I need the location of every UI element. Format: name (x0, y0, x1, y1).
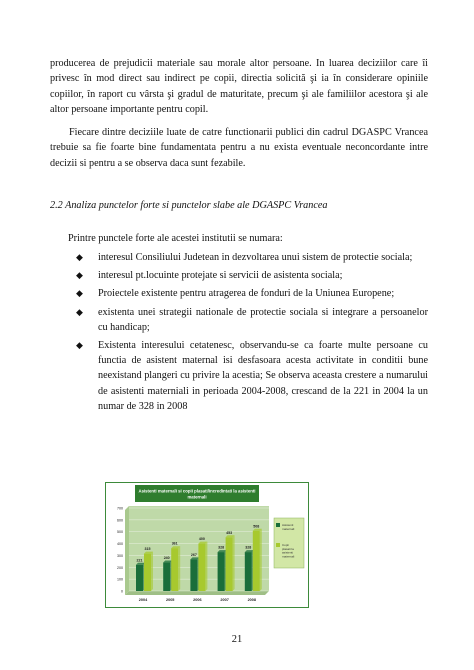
diamond-bullet-icon: ◆ (76, 340, 83, 351)
chart-bar (171, 548, 178, 591)
y-tick-label: 200 (117, 565, 123, 570)
chart-data-label: 328 (245, 545, 252, 550)
intro-paragraph: producerea de prejudicii materiale sau morale altor persoane. In luarea deciziilor care îi privesc în mod direct sau indirect pe copii, directia solicită şi ia în considerare opiniile copiilor, în raport cu vârsta şi gradul de maturitate, precum şi ale familiilor acestora şi ale altor persoane importante pentru copil. (50, 58, 428, 116)
y-tick-label: 600 (117, 518, 123, 523)
diamond-bullet-icon: ◆ (76, 270, 83, 281)
y-tick-label: 500 (117, 530, 123, 535)
chart-bar (253, 531, 260, 591)
y-tick-label: 700 (117, 506, 123, 511)
x-tick-label: 2004 (138, 598, 148, 602)
x-tick-label: 2007 (220, 598, 229, 602)
chart-data-label: 453 (226, 530, 233, 535)
chart-bar-side (151, 552, 153, 591)
legend-label: Copii (282, 543, 289, 547)
chart-bar-side (233, 535, 235, 591)
chart-floor (125, 591, 269, 595)
list-item (76, 250, 428, 265)
legend-label: maternali (282, 526, 295, 531)
chart-data-label: 240 (163, 556, 170, 561)
list-item (76, 268, 428, 283)
list-item-text: interesul pt.locuinte protejate si servicii de asistenta sociala; (98, 270, 343, 282)
list-item (76, 286, 428, 301)
chart-bar (144, 554, 151, 591)
legend-swatch (276, 543, 280, 547)
list-item-text: existenta unei strategii nationale de protectie sociala si integrare a persoanelor cu handicap; (98, 306, 428, 333)
chart-title: Asistenti maternali si copii plasati/incredintati la asistenti (138, 488, 256, 494)
chart-data-label: 400 (198, 537, 205, 542)
diamond-bullet-icon: ◆ (76, 288, 83, 299)
chart-bar-side (260, 529, 262, 591)
chart-data-label: 508 (253, 524, 260, 529)
legend-label: asistenti (282, 550, 294, 555)
chart-data-label: 267 (190, 552, 197, 557)
x-tick-label: 2008 (247, 598, 257, 602)
legend-label: maternali (282, 554, 295, 559)
chart-bar-side (205, 542, 207, 591)
chart-data-label: 328 (218, 545, 225, 550)
chart-bar (163, 563, 170, 591)
chart-bar (198, 544, 205, 591)
y-tick-label: 0 (121, 589, 123, 594)
dgaspc-paragraph: Fiecare dintre deciziile luate de catre functionarii publici din cadrul DGASPC Vrancea trebuie sa fie foarte bine fundamentata pentru a nu exista eventuale neconcordante intre decizii si pentru a se observa daca sunt fezabile. (50, 127, 428, 169)
y-tick-label: 300 (117, 553, 123, 558)
y-tick-label: 400 (117, 542, 123, 547)
chart-data-label: 361 (171, 541, 178, 546)
legend-label: plasati la (282, 546, 294, 551)
chart-title-line2: maternali (187, 494, 207, 500)
strengths-intro: Printre punctele forte ale acestei institutii se numara: (68, 233, 283, 244)
list-item (76, 338, 428, 414)
bar-chart (105, 482, 309, 608)
chart-bar (245, 552, 252, 591)
list-item-text: Proiectele existente pentru atragerea de fonduri de la Uniunea Europene; (98, 288, 395, 300)
legend-label: Asistenti (282, 523, 294, 527)
diamond-bullet-icon: ◆ (76, 252, 83, 262)
legend-swatch (276, 523, 280, 527)
chart-bar (218, 552, 225, 591)
chart-data-label: 221 (136, 558, 143, 563)
page-number: 21 (231, 634, 243, 645)
list-item-text: Existenta interesului cetatenesc, observandu-se ca foarte multe persoane cu functia de asistent maternal isi desfasoara acesta activitate in conditii bune neexistand plangeri cu privire la acestia; Se observa aceasta crestere a numarului de asistenti materniali in perioada 2004-2008, crescand de la 221 in 2004 la un numar de 328 in 2008 (98, 340, 428, 412)
list-item-text: interesul Consiliului Judetean in dezvoltarea unui sistem de protectie sociala; (98, 252, 413, 263)
y-tick-label: 100 (117, 577, 123, 582)
chart-side-wall (125, 506, 129, 595)
chart-bar (226, 537, 233, 591)
chart-bar (136, 565, 143, 591)
chart-data-label: 315 (144, 547, 151, 552)
list-item (76, 305, 428, 335)
x-tick-label: 2006 (193, 598, 202, 602)
x-tick-label: 2005 (165, 598, 175, 602)
diamond-bullet-icon: ◆ (76, 306, 83, 317)
strengths-list (76, 250, 428, 417)
section-heading: 2.2 Analiza punctelor forte si punctelor slabe ale DGASPC Vrancea (50, 200, 328, 211)
chart-svg (105, 482, 309, 608)
chart-bar (190, 559, 197, 591)
chart-bar-side (178, 546, 180, 591)
